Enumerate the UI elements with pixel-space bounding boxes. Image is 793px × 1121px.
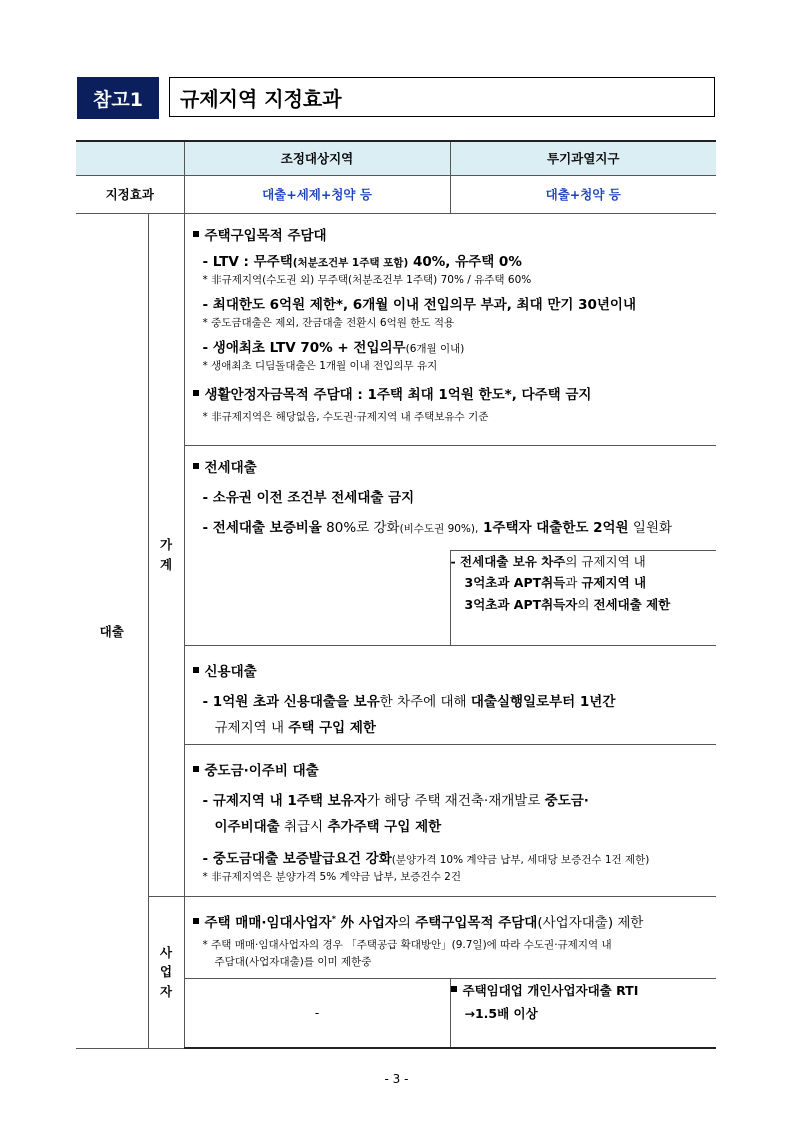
page-number: - 3 - (384, 1072, 409, 1086)
mortgage-section (184, 213, 716, 445)
living-fund-note: * 非규제지역은 해당없음, 수도권·규제지역 내 주택보유수 기준 (202, 410, 489, 423)
first-buyer-note: * 생애최초 디딤돌대출은 1개월 이내 전입의무 유지 (202, 359, 438, 372)
ltv-note: * 非규제지역(수도권 외) 무주택(처분조건부 1주택) 70% / 유주택 60% (202, 273, 532, 286)
bullet-square-icon (193, 667, 199, 673)
business-left-cell: - (184, 978, 450, 1048)
jeonse-item2: - 전세대출 보증비율 80%로 강화(비수도권 90%), 1주택자 대출한도 2억원 일원화 (202, 519, 673, 536)
bullet-square-icon (193, 390, 199, 396)
bullet-square-icon (193, 231, 199, 237)
interim-line1: - 규제지역 내 1주택 보유자가 해당 주택 재건축·재개발로 중도금· (202, 792, 589, 809)
row-label-loan: 대출 (76, 213, 148, 1048)
limit-note: * 중도금대출은 제외, 잔금대출 전환시 6억원 한도 적용 (202, 316, 455, 329)
interim-line3: - 중도금대출 보증발급요건 강화(분양가격 10% 계약금 납부, 세대당 보증건수 1건 제한) (202, 850, 650, 867)
jeonse-section (184, 445, 716, 550)
effect-speculation: 대출+청약 등 (450, 175, 716, 213)
business-note2: 주담대(사업자대출)를 이미 제한중 (214, 955, 372, 968)
bullet-square-icon (193, 766, 199, 772)
bullet-square-icon (193, 463, 199, 469)
header-corner (76, 141, 184, 175)
business-line: 주택 매매·임대사업자* 外 사업자의 주택구입목적 주담대(사업자대출) 제한 (193, 911, 711, 931)
living-fund-line: 생활안정자금목적 주담대 : 1주택 최대 1억원 한도*, 다주택 금지 (193, 383, 711, 403)
credit-section (184, 645, 716, 744)
mortgage-heading: 주택구입목적 주담대 (193, 224, 711, 244)
business-note1: * 주택 매매·임대사업자의 경우 「주택공급 확대방안」(9.7일)에 따라 수도권·규제지역 내 (202, 938, 612, 951)
business-section (184, 896, 716, 978)
credit-line1: - 1억원 초과 신용대출을 보유한 차주에 대해 대출실행일로부터 1년간 (202, 693, 616, 710)
credit-heading: 신용대출 (193, 660, 711, 680)
effect-label: 지정효과 (76, 175, 184, 213)
page-title: 규제지역 지정효과 (169, 77, 715, 117)
interim-note: * 非규제지역은 분양가격 5% 계약금 납부, 보증건수 2건 (202, 870, 462, 883)
jeonse-sub-line1: - 전세대출 보유 차주의 규제지역 내 (450, 553, 646, 569)
reference-badge: 참고1 (77, 77, 159, 119)
column-header-speculation: 투기과열지구 (450, 141, 716, 175)
ltv-line: - LTV : 무주택(처분조건부 1주택 포함) 40%, 유주택 0% (202, 253, 522, 270)
limit-line: - 최대한도 6억원 제한*, 6개월 이내 전입의무 부과, 최대 만기 30년이내 (202, 296, 637, 313)
regulation-table (76, 140, 716, 1049)
interim-heading: 중도금·이주비 대출 (193, 759, 711, 779)
row-label-household: 가 계 (148, 213, 184, 896)
jeonse-sub-line2: 3억초과 APT취득과 규제지역 내 (464, 575, 647, 591)
column-header-adjustment: 조정대상지역 (184, 141, 450, 175)
effect-adjustment: 대출+세제+청약 등 (184, 175, 450, 213)
business-right-cell (450, 978, 716, 1048)
rti-line1: 주택임대업 개인사업자대출 RTI (451, 979, 717, 1003)
interim-section (184, 744, 716, 896)
credit-line2: 규제지역 내 주택 구입 제한 (214, 719, 376, 736)
jeonse-heading: 전세대출 (193, 456, 711, 476)
interim-line2: 이주비대출 취급시 추가주택 구입 제한 (214, 818, 442, 835)
first-buyer-line: - 생애최초 LTV 70% + 전입의무(6개월 이내) (202, 339, 465, 356)
row-label-business: 사 업 자 (148, 896, 184, 1048)
jeonse-item1: - 소유권 이전 조건부 전세대출 금지 (202, 489, 415, 506)
rti-line2: →1.5배 이상 (464, 1006, 538, 1022)
jeonse-sub-line3: 3억초과 APT취득자의 전세대출 제한 (464, 597, 671, 613)
jeonse-empty-cell (184, 550, 450, 645)
bullet-square-icon (451, 986, 457, 992)
jeonse-speculation-cell (450, 550, 716, 645)
bullet-square-icon (193, 918, 199, 924)
